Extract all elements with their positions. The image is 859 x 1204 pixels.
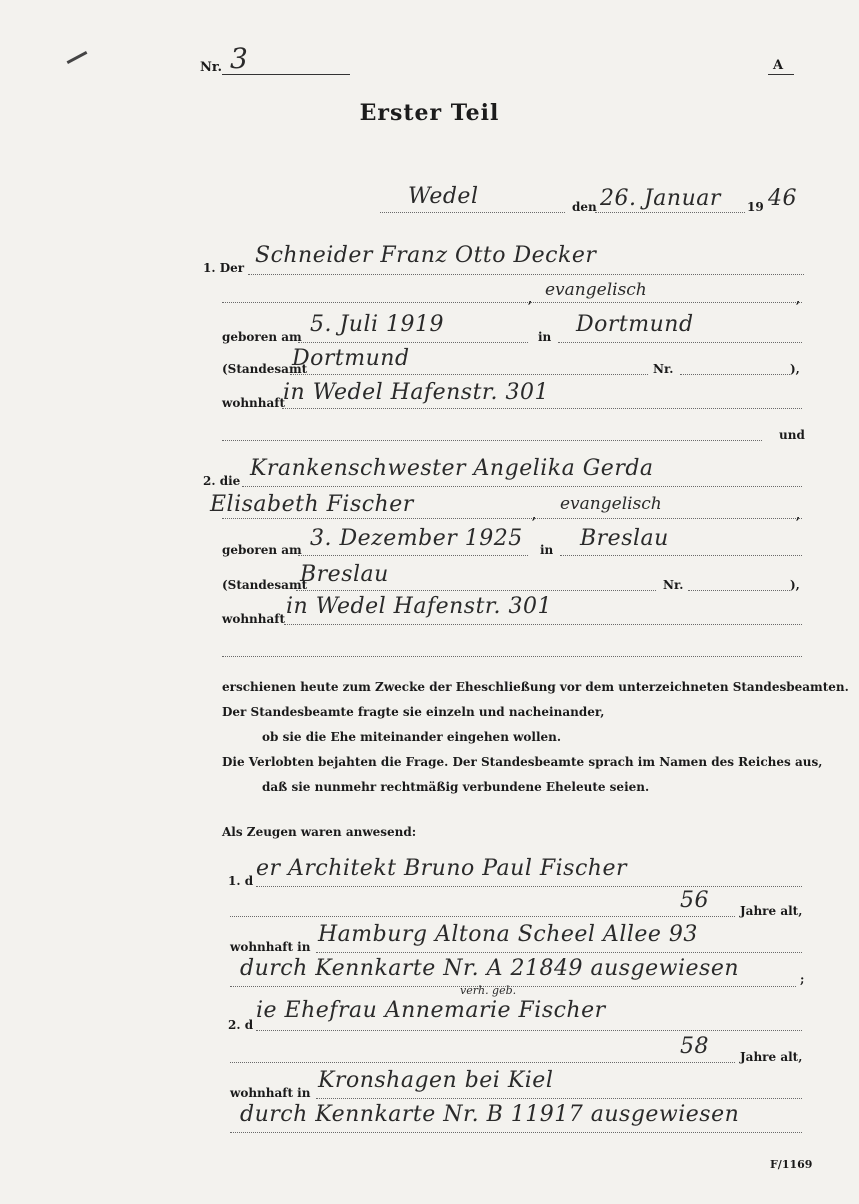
party2-born-label: geboren am <box>222 543 302 557</box>
witness2-residence: Kronshagen bei Kiel <box>318 1068 554 1093</box>
party1-residence: in Wedel Hafenstr. 301 <box>283 380 550 405</box>
witness2-age-dots <box>230 1062 735 1063</box>
date-dots <box>595 212 745 213</box>
witness1-name: er Architekt Bruno Paul Fischer <box>256 856 627 881</box>
witness2-residence-dots <box>316 1098 802 1099</box>
witness2-maiden: verh. geb. <box>460 984 517 997</box>
den-label: den <box>572 200 597 214</box>
party2-label: 2. die <box>203 474 241 488</box>
party2-in-label: in <box>540 543 554 557</box>
page-title: Erster Teil <box>359 100 500 126</box>
party2-residence-label: wohnhaft <box>222 612 285 626</box>
party1-residence-label: wohnhaft <box>222 396 285 410</box>
form-number: F/1169 <box>770 1158 813 1171</box>
party1-close: ), <box>790 362 800 376</box>
place-dots <box>380 212 565 213</box>
body-text-5: daß sie nunmehr rechtmäßig verbundene Eheleute seien. <box>262 780 650 794</box>
nr-label: Nr. <box>200 60 223 75</box>
party1-residence-dots <box>282 408 802 409</box>
und-label: und <box>779 428 805 442</box>
witness2-label: 2. d <box>228 1018 254 1032</box>
nr-value: 3 <box>230 42 249 75</box>
witness1-age-dots <box>230 916 735 917</box>
party2-close: ), <box>790 578 800 592</box>
party2-residence-dots <box>284 624 802 625</box>
party2-residence: in Wedel Hafenstr. 301 <box>286 594 553 619</box>
party2-line2-dots <box>222 518 802 519</box>
body-text-3: ob sie die Ehe miteinander eingehen wollen. <box>262 730 562 744</box>
party1-name: Schneider Franz Otto Decker <box>255 243 597 268</box>
party2-registry-dots <box>296 590 656 591</box>
year-prefix: 19 <box>747 200 764 214</box>
body-text-4: Die Verlobten bejahten die Frage. Der Standesbeamte sprach im Namen des Reiches aus, <box>222 755 823 769</box>
body-text-1: erschienen heute zum Zwecke der Eheschließung vor dem unterzeichneten Standesbeamten. <box>222 680 849 694</box>
comma-3: , <box>532 508 537 522</box>
party2-birthdate-dots <box>298 555 528 556</box>
party2-nr-label: Nr. <box>663 578 684 592</box>
witness2-name-dots <box>256 1030 802 1031</box>
party1-name-dots <box>248 274 804 275</box>
party1-extra-dots <box>222 440 762 441</box>
party2-name-line1: Krankenschwester Angelika Gerda <box>250 456 654 481</box>
witness1-age: 56 <box>680 888 709 913</box>
witness1-name-dots <box>256 886 802 887</box>
witness2-age: 58 <box>680 1034 709 1059</box>
comma-2: , <box>796 292 801 306</box>
year-suffix: 46 <box>768 186 797 211</box>
witness2-residence-label: wohnhaft in <box>230 1086 311 1100</box>
corner-underline <box>768 74 794 75</box>
witness2-age-label: Jahre alt, <box>740 1050 803 1064</box>
comma-1: , <box>528 292 533 306</box>
party2-name-dots <box>242 486 802 487</box>
place: Wedel <box>408 184 479 209</box>
party1-birthdate-dots <box>298 342 528 343</box>
party1-birth-place: Dortmund <box>576 312 694 337</box>
party2-birthplace-dots <box>560 555 802 556</box>
witness1-label: 1. d <box>228 874 254 888</box>
party1-registry-label: (Standesamt <box>222 362 308 376</box>
party2-nr-dots <box>688 590 790 591</box>
date: 26. Januar <box>600 186 721 211</box>
party2-religion: evangelisch <box>560 494 662 514</box>
party2-name-line2: Elisabeth Fischer <box>210 492 414 517</box>
witness1-residence: Hamburg Altona Scheel Allee 93 <box>318 922 698 947</box>
nr-underline <box>222 74 350 75</box>
witness1-semicolon: ; <box>800 972 805 986</box>
party1-born-label: geboren am <box>222 330 302 344</box>
party1-label: 1. Der <box>203 261 245 275</box>
witness1-residence-label: wohnhaft in <box>230 940 311 954</box>
witness1-id-line: durch Kennkarte Nr. A 21849 ausgewiesen <box>240 956 740 981</box>
corner-letter: A <box>773 58 784 73</box>
party1-nr-dots <box>680 374 790 375</box>
pen-mark <box>67 51 88 64</box>
witness1-age-label: Jahre alt, <box>740 904 803 918</box>
witness2-id-dots <box>230 1132 802 1133</box>
witnesses-heading: Als Zeugen waren anwesend: <box>222 825 417 839</box>
party1-birth-date: 5. Juli 1919 <box>310 312 445 337</box>
party1-in-label: in <box>538 330 552 344</box>
party1-nr-label: Nr. <box>653 362 674 376</box>
party2-extra-dots <box>222 656 802 657</box>
witness2-id-line: durch Kennkarte Nr. B 11917 ausgewiesen <box>240 1102 740 1127</box>
party2-birth-place: Breslau <box>580 526 669 551</box>
comma-4: , <box>796 508 801 522</box>
party1-birthplace-dots <box>558 342 802 343</box>
witness1-residence-dots <box>316 952 802 953</box>
party1-registry: Dortmund <box>292 346 410 371</box>
party1-registry-dots <box>290 374 648 375</box>
party2-registry: Breslau <box>300 562 389 587</box>
witness2-name: ie Ehefrau Annemarie Fischer <box>256 998 606 1023</box>
body-text-2: Der Standesbeamte fragte sie einzeln und nacheinander, <box>222 705 605 719</box>
party1-religion: evangelisch <box>545 280 647 300</box>
party1-line2-dots <box>222 302 802 303</box>
party2-birth-date: 3. Dezember 1925 <box>310 526 523 551</box>
party2-registry-label: (Standesamt <box>222 578 308 592</box>
